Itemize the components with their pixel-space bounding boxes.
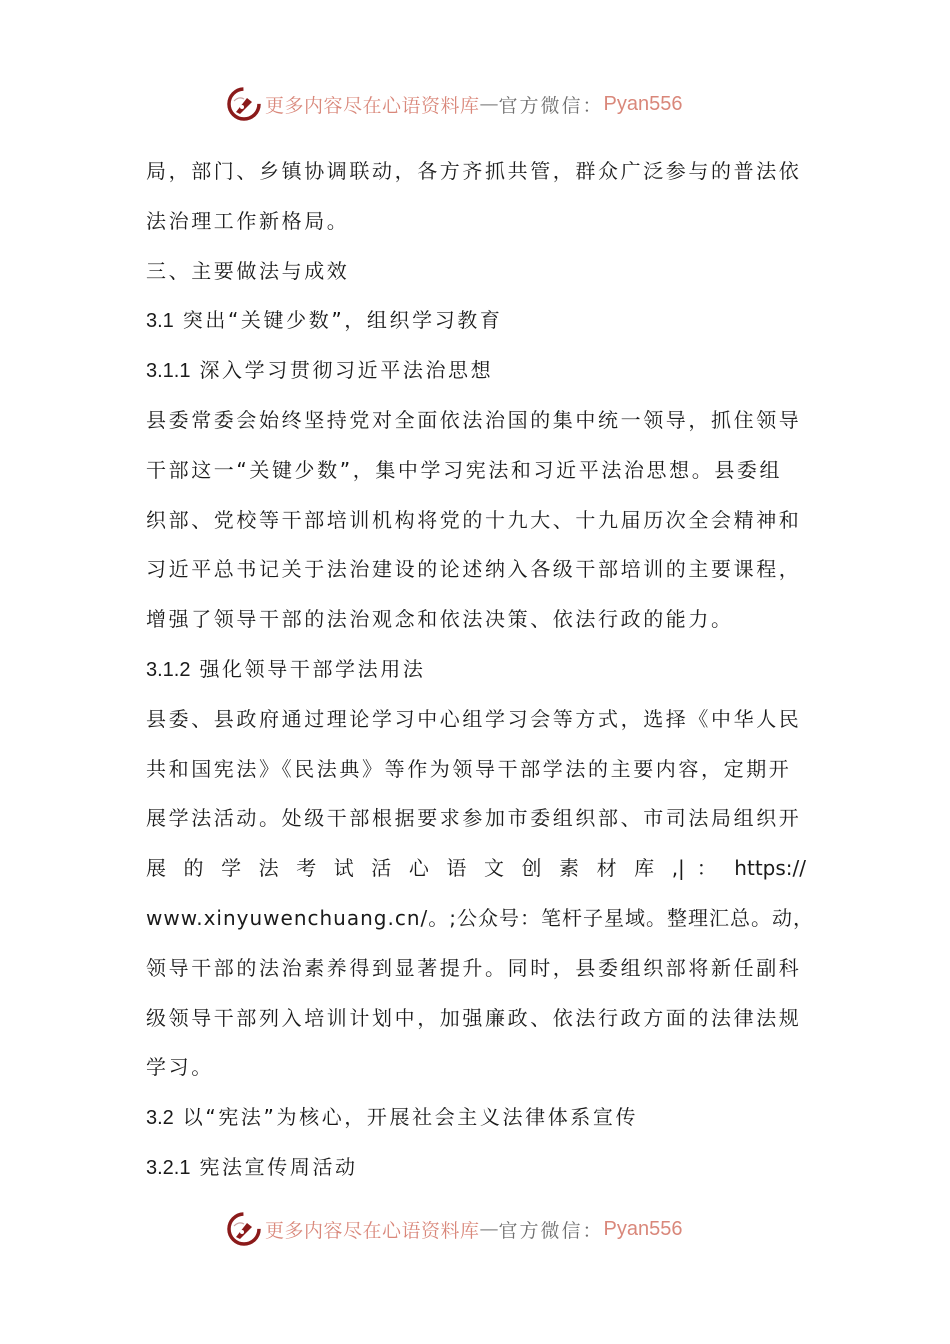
paragraph-line: 级领导干部列入培训计划中，加强廉政、依法行政方面的法律法规 (146, 1005, 802, 1030)
paragraph-line: 法治理工作新格局。 (146, 208, 350, 233)
watermark-wechat-id: Pyan556 (603, 1217, 683, 1240)
subsection-heading: 3.1.2 强化领导干部学法用法 (146, 656, 426, 681)
subsection-heading: 3.2 以“宪法”为核心，开展社会主义法律体系宣传 (146, 1105, 639, 1130)
header-watermark (227, 86, 683, 122)
paragraph-line: 县委常委会始终坚持党对全面依法治国的集中统一领导，抓住领导 (146, 407, 802, 432)
paragraph-line: 局，部门、乡镇协调联动，各方齐抓共管，群众广泛参与的普法依 (146, 159, 802, 183)
document-body (146, 148, 814, 1194)
paragraph-line: 干部这一“关键少数”，集中学习宪法和习近平法治思想。县委组 (146, 457, 783, 482)
paragraph-line: 领导干部的法治素养得到显著提升。同时，县委组织部将新任副科 (146, 955, 802, 980)
watermark-dash: — (479, 93, 499, 115)
pen-nib-logo-icon (227, 87, 261, 121)
paragraph-line: www.xinyuwenchuang.cn/。;公众号：笔杆子星域。整理汇总。动， (146, 905, 814, 930)
paragraph-line: 学习。 (146, 1055, 214, 1080)
subsection-heading: 3.2.1 宪法宣传周活动 (146, 1154, 358, 1179)
subsection-heading: 3.1.1 深入学习贯彻习近平法治思想 (146, 358, 494, 383)
paragraph-line: 县委、县政府通过理论学习中心组学习会等方式，选择《中华人民 (146, 706, 802, 731)
paragraph-line: 展学法活动。处级干部根据要求参加市委组织部、市司法局组织开 (146, 806, 802, 831)
pen-nib-logo-icon (227, 1212, 261, 1246)
watermark-wechat-label: 官方微信： (498, 94, 604, 117)
watermark-brand-text: 更多内容尽在心语资料库 (265, 94, 480, 117)
watermark-wechat-id: Pyan556 (603, 92, 683, 115)
watermark-wechat-label: 官方微信： (498, 1219, 604, 1242)
paragraph-line: 习近平总书记关于法治建设的论述纳入各级干部培训的主要课程， (146, 557, 802, 582)
subsection-heading: 3.1 突出“关键少数”，组织学习教育 (146, 308, 503, 333)
paragraph-line: 织部、党校等干部培训机构将党的十九大、十九届历次全会精神和 (146, 507, 802, 532)
paragraph-line: 展 的 学 法 考 试 活 心 语 文 创 素 材 库 ,| ： https:// (146, 856, 806, 881)
footer-watermark (227, 1211, 683, 1247)
paragraph-line: 增强了领导干部的法治观念和依法决策、依法行政的能力。 (146, 607, 734, 632)
watermark-dash: — (479, 1218, 499, 1240)
watermark-brand-text: 更多内容尽在心语资料库 (265, 1219, 480, 1242)
section-heading: 三、主要做法与成效 (146, 258, 350, 283)
paragraph-line: 共和国宪法》《民法典》等作为领导干部学法的主要内容，定期开 (146, 756, 792, 781)
